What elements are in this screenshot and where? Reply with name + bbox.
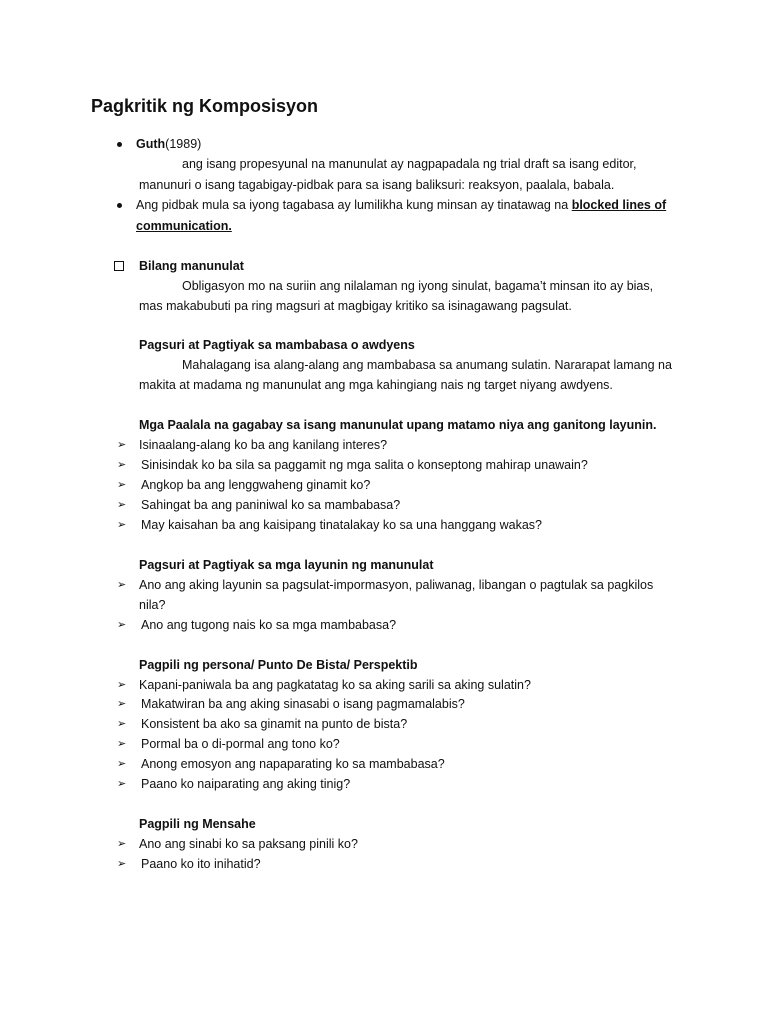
guth-heading xyxy=(136,136,201,152)
list-item: Angkop ba ang lenggwaheng ginamit ko? xyxy=(141,478,371,492)
guth-label: Guth xyxy=(136,137,166,151)
arrow-bullet-icon: ➢ xyxy=(117,619,127,631)
list-item: Paano ko ito inihatid? xyxy=(141,857,261,871)
arrow-bullet-icon: ➢ xyxy=(117,499,127,511)
layunin-heading: Pagsuri at Pagtiyak sa mga layunin ng manunulat xyxy=(139,558,434,572)
bullet-dot xyxy=(117,203,122,208)
pidbak-text: Ang pidbak mula sa iyong tagabasa ay lumilikha kung minsan ay tinatawag na xyxy=(136,198,572,212)
list-item: Ano ang sinabi ko sa paksang pinili ko? xyxy=(139,837,358,851)
bilang-line-2: mas makabubuti pa ring magsuri at magbigay kritiko sa isinagawang pagsulat. xyxy=(139,299,572,313)
list-item: Anong emosyon ang napaparating ko sa mambabasa? xyxy=(141,757,445,771)
pidbak-line-1 xyxy=(136,197,666,213)
page-title: Pagkritik ng Komposisyon xyxy=(91,96,319,116)
guth-year: (1989) xyxy=(165,137,202,151)
persona-heading: Pagpili ng persona/ Punto De Bista/ Perspektib xyxy=(139,658,418,672)
arrow-bullet-icon: ➢ xyxy=(117,479,127,491)
guth-line-2: manunuri o isang tagabigay-pidbak para sa isang baliksuri: reaksyon, paalala, babala. xyxy=(139,178,615,192)
list-item: Makatwiran ba ang aking sinasabi o isang pagmamalabis? xyxy=(141,697,465,711)
guth-line-1: ang isang propesyunal na manunulat ay nagpapadala ng trial draft sa isang editor, xyxy=(182,157,637,171)
arrow-bullet-icon: ➢ xyxy=(117,679,127,691)
arrow-bullet-icon: ➢ xyxy=(117,698,127,710)
list-item: Pormal ba o di-pormal ang tono ko? xyxy=(141,737,340,751)
square-bullet-icon xyxy=(114,261,124,271)
list-item: Isinaalang-alang ko ba ang kanilang interes? xyxy=(139,438,388,452)
paalala-heading: Mga Paalala na gagabay sa isang manunulat upang matamo niya ang ganitong layunin. xyxy=(139,418,657,432)
list-item: Ano ang tugong nais ko sa mga mambabasa? xyxy=(141,618,397,632)
mensahe-heading: Pagpili ng Mensahe xyxy=(139,817,256,831)
list-item: Kapani-paniwala ba ang pagkatatag ko sa aking sarili sa aking sulatin? xyxy=(139,678,531,692)
arrow-bullet-icon: ➢ xyxy=(117,579,127,591)
awdyens-line-1: Mahalagang isa alang-alang ang mambabasa sa anumang sulatin. Nararapat lamang na xyxy=(182,358,672,372)
arrow-bullet-icon: ➢ xyxy=(117,439,127,451)
pidbak-line-2 xyxy=(136,218,232,234)
list-item: Sinisindak ko ba sila sa paggamit ng mga salita o konseptong mahirap unawain? xyxy=(141,458,588,472)
arrow-bullet-icon: ➢ xyxy=(117,838,127,850)
list-item-continuation: nila? xyxy=(139,598,166,612)
arrow-bullet-icon: ➢ xyxy=(117,738,127,750)
blocked-lines-link: blocked lines of xyxy=(571,198,667,212)
communication-link: communication. xyxy=(136,219,232,233)
list-item: Ano ang aking layunin sa pagsulat-impormasyon, paliwanag, libangan o pagtulak sa pagkilos xyxy=(139,578,654,592)
bullet-dot xyxy=(117,142,122,147)
list-item: Paano ko naiparating ang aking tinig? xyxy=(141,777,351,791)
list-item: May kaisahan ba ang kaisipang tinatalakay ko sa una hanggang wakas? xyxy=(141,518,542,532)
arrow-bullet-icon: ➢ xyxy=(117,718,127,730)
bilang-line-1: Obligasyon mo na suriin ang nilalaman ng iyong sinulat, bagama’t minsan ito ay bias, xyxy=(182,279,654,293)
arrow-bullet-icon: ➢ xyxy=(117,459,127,471)
arrow-bullet-icon: ➢ xyxy=(117,778,127,790)
awdyens-heading: Pagsuri at Pagtiyak sa mambabasa o awdyens xyxy=(139,338,415,352)
arrow-bullet-icon: ➢ xyxy=(117,858,127,870)
list-item: Sahingat ba ang paniniwal ko sa mambabasa? xyxy=(141,498,401,512)
bilang-heading: Bilang manunulat xyxy=(139,259,244,273)
awdyens-line-2: makita at madama ng manunulat ang mga kahingiang nais ng target niyang awdyens. xyxy=(139,378,613,392)
list-item: Konsistent ba ako sa ginamit na punto de bista? xyxy=(141,717,408,731)
arrow-bullet-icon: ➢ xyxy=(117,758,127,770)
arrow-bullet-icon: ➢ xyxy=(117,519,127,531)
